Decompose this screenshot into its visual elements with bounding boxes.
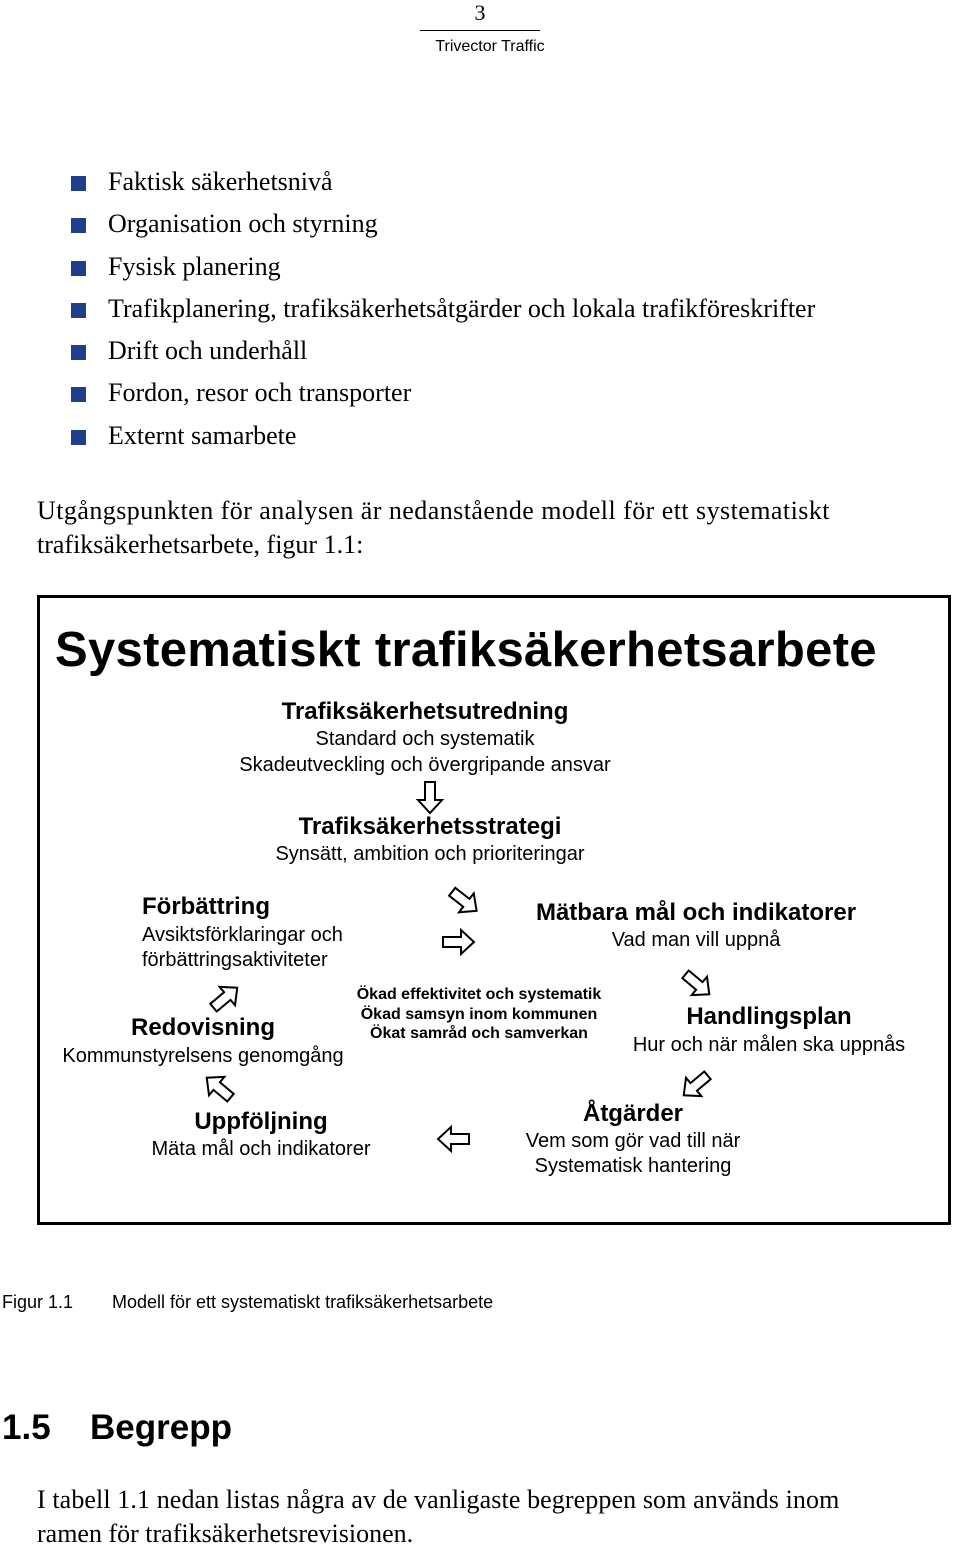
node-forbattring-line2: förbättringsaktiviteter: [142, 949, 328, 971]
intro-line-1: Utgångspunkten för analysen är nedanstående modell för ett systematiskt: [37, 496, 830, 525]
node-handlingsplan-heading: Handlingsplan: [686, 1003, 852, 1030]
figure-caption-text: Modell för ett systematiskt trafiksäkerhetsarbete: [112, 1292, 494, 1312]
node-utredning-heading: Trafiksäkerhetsutredning: [281, 698, 569, 725]
node-utredning-line2: Skadeutveckling och övergripande ansvar: [239, 754, 611, 776]
body-line-2: ramen för trafiksäkerhetsrevisionen.: [37, 1519, 414, 1548]
section-number: 1.5: [2, 1408, 51, 1447]
diagram-title: Systematiskt trafiksäkerhetsarbete: [55, 623, 877, 677]
body-line-1: I tabell 1.1 nedan listas några av de vanligaste begreppen som används inom: [37, 1485, 840, 1514]
outline-arrow-icon: [206, 979, 245, 1017]
node-atgarder-line1: Vem som gör vad till när: [525, 1130, 741, 1152]
node-redovisning-line1: Kommunstyrelsens genomgång: [62, 1045, 344, 1067]
list-item-text: Fysisk planering: [108, 251, 281, 281]
header-title: Trivector Traffic: [435, 38, 545, 55]
node-atgarder-line2: Systematisk hantering: [534, 1155, 732, 1177]
intro-line-2: trafiksäkerhetsarbete, figur 1.1:: [37, 530, 364, 559]
list-item-text: Trafikplanering, trafiksäkerhetsåtgärder och lokala trafikföreskrifter: [108, 293, 816, 323]
node-utredning-line1: Standard och systematik: [315, 728, 535, 750]
outline-arrow-icon: [443, 930, 474, 954]
center-line1: Ökad effektivitet och systematik: [356, 986, 602, 1003]
node-handlingsplan-line1: Hur och när målen ska uppnås: [632, 1034, 906, 1056]
node-matbara-line1: Vad man vill uppnå: [611, 929, 781, 951]
node-uppfoljning-heading: Uppföljning: [194, 1108, 328, 1135]
outline-arrow-icon: [418, 782, 442, 813]
figure-caption-label: Figur 1.1: [2, 1292, 74, 1312]
node-strategi-line1: Synsätt, ambition och prioriteringar: [275, 843, 585, 865]
node-uppfoljning-line1: Mäta mål och indikatorer: [151, 1138, 371, 1160]
outline-arrow-icon: [438, 1127, 469, 1151]
node-redovisning-heading: Redovisning: [130, 1014, 275, 1041]
outline-arrow-icon: [199, 1069, 238, 1107]
node-matbara-heading: Mätbara mål och indikatorer: [535, 899, 857, 926]
list-item-text: Externt samarbete: [108, 420, 297, 450]
page-number: 3: [474, 0, 486, 25]
list-item-text: Organisation och styrning: [108, 209, 378, 239]
list-item-text: Faktisk säkerhetsnivå: [108, 167, 333, 196]
node-atgarder-heading: Åtgärder: [582, 1100, 684, 1127]
center-line2: Ökad samsyn inom kommunen: [360, 1006, 598, 1023]
body-paragraph: [37, 1483, 960, 1551]
node-forbattring-heading: Förbättring: [142, 893, 270, 920]
node-strategi-heading: Trafiksäkerhetsstrategi: [298, 813, 562, 840]
node-forbattring-line1: Avsiktsförklaringar och: [142, 924, 343, 946]
list-item-text: Fordon, resor och transporter: [108, 378, 412, 408]
outline-arrow-icon: [676, 1066, 715, 1104]
outline-arrow-icon: [445, 882, 484, 920]
list-item-text: Drift och underhåll: [108, 336, 308, 366]
section-title: Begrepp: [90, 1408, 232, 1447]
center-line3: Ökat samråd och samverkan: [370, 1025, 588, 1042]
outline-arrow-icon: [678, 965, 717, 1003]
